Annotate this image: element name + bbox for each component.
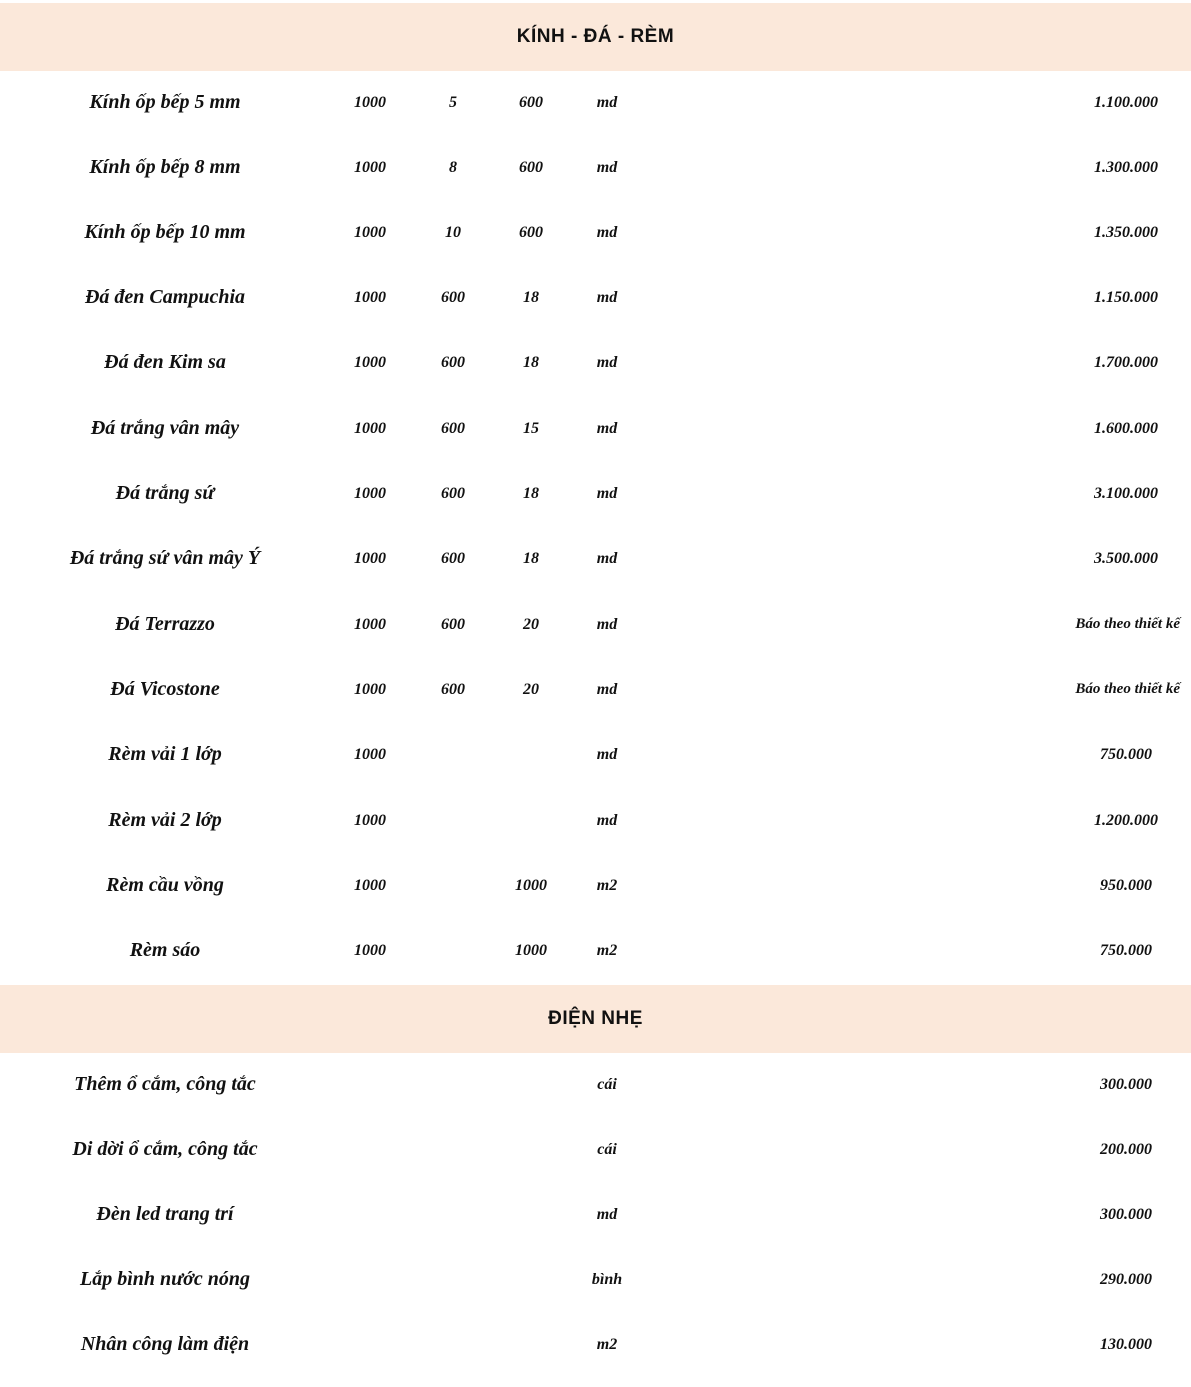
item-name: Di dời ổ cắm, công tắc <box>72 1138 258 1160</box>
table-row <box>0 330 1191 395</box>
price: 3.500.000 <box>1094 550 1158 567</box>
table-row <box>0 200 1191 265</box>
table-row <box>0 70 1191 135</box>
section-header-dien-nhe: ĐIỆN NHẸ <box>0 985 1191 1053</box>
price: Báo theo thiết kế <box>1075 616 1180 632</box>
table-row <box>0 396 1191 461</box>
price: 750.000 <box>1100 942 1152 959</box>
dimension-1: 1000 <box>354 485 386 502</box>
price: 290.000 <box>1100 1271 1152 1288</box>
unit: md <box>596 1206 618 1223</box>
unit: md <box>596 159 618 176</box>
dimension-1: 1000 <box>354 746 386 763</box>
item-name: Thêm ổ cắm, công tắc <box>74 1073 256 1095</box>
table-row <box>0 1052 1191 1117</box>
dimension-3 <box>491 722 571 787</box>
dimension-3: 20 <box>523 616 539 633</box>
dimension-1: 1000 <box>354 681 386 698</box>
unit: md <box>596 812 618 829</box>
dimension-3: 15 <box>523 420 539 437</box>
item-name: Rèm cầu vồng <box>106 874 224 896</box>
dimension-2 <box>413 788 493 853</box>
item-name: Đá đen Campuchia <box>84 286 246 308</box>
dimension-1: 1000 <box>354 877 386 894</box>
item-name: Rèm sáo <box>129 939 201 961</box>
item-name: Lắp bình nước nóng <box>80 1268 250 1290</box>
dimension-3: 1000 <box>515 877 547 894</box>
item-name: Rèm vải 2 lớp <box>108 809 222 831</box>
unit: md <box>596 224 618 241</box>
unit: cái <box>597 1141 617 1158</box>
dimension-3: 20 <box>523 681 539 698</box>
price: 200.000 <box>1100 1141 1152 1158</box>
dimension-1: 1000 <box>354 420 386 437</box>
dimension-2: 600 <box>441 681 465 698</box>
unit: m2 <box>596 942 618 959</box>
item-name: Đá Terrazzo <box>115 613 215 635</box>
dimension-2: 600 <box>441 354 465 371</box>
price: Báo theo thiết kế <box>1075 681 1180 697</box>
dimension-2: 600 <box>441 485 465 502</box>
dimension-3: 18 <box>523 550 539 567</box>
table-row <box>0 526 1191 591</box>
dimension-1: 1000 <box>354 289 386 306</box>
table-row <box>0 853 1191 918</box>
dimension-2: 600 <box>441 616 465 633</box>
table-row <box>0 592 1191 657</box>
item-name: Rèm vải 1 lớp <box>108 743 222 765</box>
price: 1.200.000 <box>1094 812 1158 829</box>
dimension-1: 1000 <box>354 550 386 567</box>
table-row <box>0 1247 1191 1312</box>
item-name: Đá trắng vân mây <box>90 417 240 439</box>
table-row <box>0 788 1191 853</box>
dimension-1: 1000 <box>354 616 386 633</box>
dimension-3: 600 <box>519 224 543 241</box>
price: 1.350.000 <box>1094 224 1158 241</box>
price: 300.000 <box>1100 1076 1152 1093</box>
dimension-2 <box>413 853 493 918</box>
item-name: Kính ốp bếp 5 mm <box>89 91 241 113</box>
item-name: Đá đen Kim sa <box>104 351 226 373</box>
table-row <box>0 135 1191 200</box>
item-name: Nhân công làm điện <box>80 1333 250 1355</box>
dimension-2: 600 <box>441 420 465 437</box>
dimension-3: 600 <box>519 159 543 176</box>
unit: md <box>596 746 618 763</box>
unit: md <box>596 289 618 306</box>
item-name: Kính ốp bếp 10 mm <box>84 221 246 243</box>
item-name: Đèn led trang trí <box>96 1203 234 1225</box>
dimension-2: 5 <box>449 94 457 111</box>
table-row <box>0 1312 1191 1377</box>
price: 750.000 <box>1100 746 1152 763</box>
unit: md <box>596 681 618 698</box>
unit: md <box>596 485 618 502</box>
item-name: Đá trắng sứ vân mây Ý <box>69 547 261 569</box>
item-name: Kính ốp bếp 8 mm <box>89 156 241 178</box>
dimension-2: 10 <box>445 224 461 241</box>
price: 1.100.000 <box>1094 94 1158 111</box>
unit: cái <box>597 1076 617 1093</box>
table-row <box>0 1182 1191 1247</box>
table-row <box>0 918 1191 983</box>
price: 300.000 <box>1100 1206 1152 1223</box>
table-row <box>0 722 1191 787</box>
dimension-3: 18 <box>523 289 539 306</box>
unit: md <box>596 616 618 633</box>
dimension-1: 1000 <box>354 354 386 371</box>
dimension-3: 1000 <box>515 942 547 959</box>
unit: bình <box>591 1271 623 1288</box>
dimension-3 <box>491 788 571 853</box>
table-row <box>0 265 1191 330</box>
section-header-kinh-da-rem: KÍNH - ĐÁ - RÈM <box>0 3 1191 71</box>
dimension-1: 1000 <box>354 942 386 959</box>
dimension-2 <box>413 918 493 983</box>
item-name: Đá trắng sứ <box>115 482 215 504</box>
dimension-2: 600 <box>441 550 465 567</box>
dimension-2: 8 <box>449 159 457 176</box>
unit: m2 <box>596 877 618 894</box>
unit: md <box>596 354 618 371</box>
dimension-2: 600 <box>441 289 465 306</box>
dimension-1: 1000 <box>354 159 386 176</box>
dimension-2 <box>413 722 493 787</box>
price: 1.700.000 <box>1094 354 1158 371</box>
dimension-3: 18 <box>523 485 539 502</box>
price: 1.150.000 <box>1094 289 1158 306</box>
unit: md <box>596 420 618 437</box>
dimension-3: 18 <box>523 354 539 371</box>
table-row <box>0 1117 1191 1182</box>
price: 130.000 <box>1100 1336 1152 1353</box>
price: 1.600.000 <box>1094 420 1158 437</box>
dimension-3: 600 <box>519 94 543 111</box>
table-row <box>0 657 1191 722</box>
table-row <box>0 461 1191 526</box>
price: 950.000 <box>1100 877 1152 894</box>
unit: m2 <box>596 1336 618 1353</box>
price: 3.100.000 <box>1094 485 1158 502</box>
dimension-1: 1000 <box>354 94 386 111</box>
price: 1.300.000 <box>1094 159 1158 176</box>
unit: md <box>596 94 618 111</box>
item-name: Đá Vicostone <box>110 678 220 700</box>
dimension-1: 1000 <box>354 812 386 829</box>
dimension-1: 1000 <box>354 224 386 241</box>
unit: md <box>596 550 618 567</box>
